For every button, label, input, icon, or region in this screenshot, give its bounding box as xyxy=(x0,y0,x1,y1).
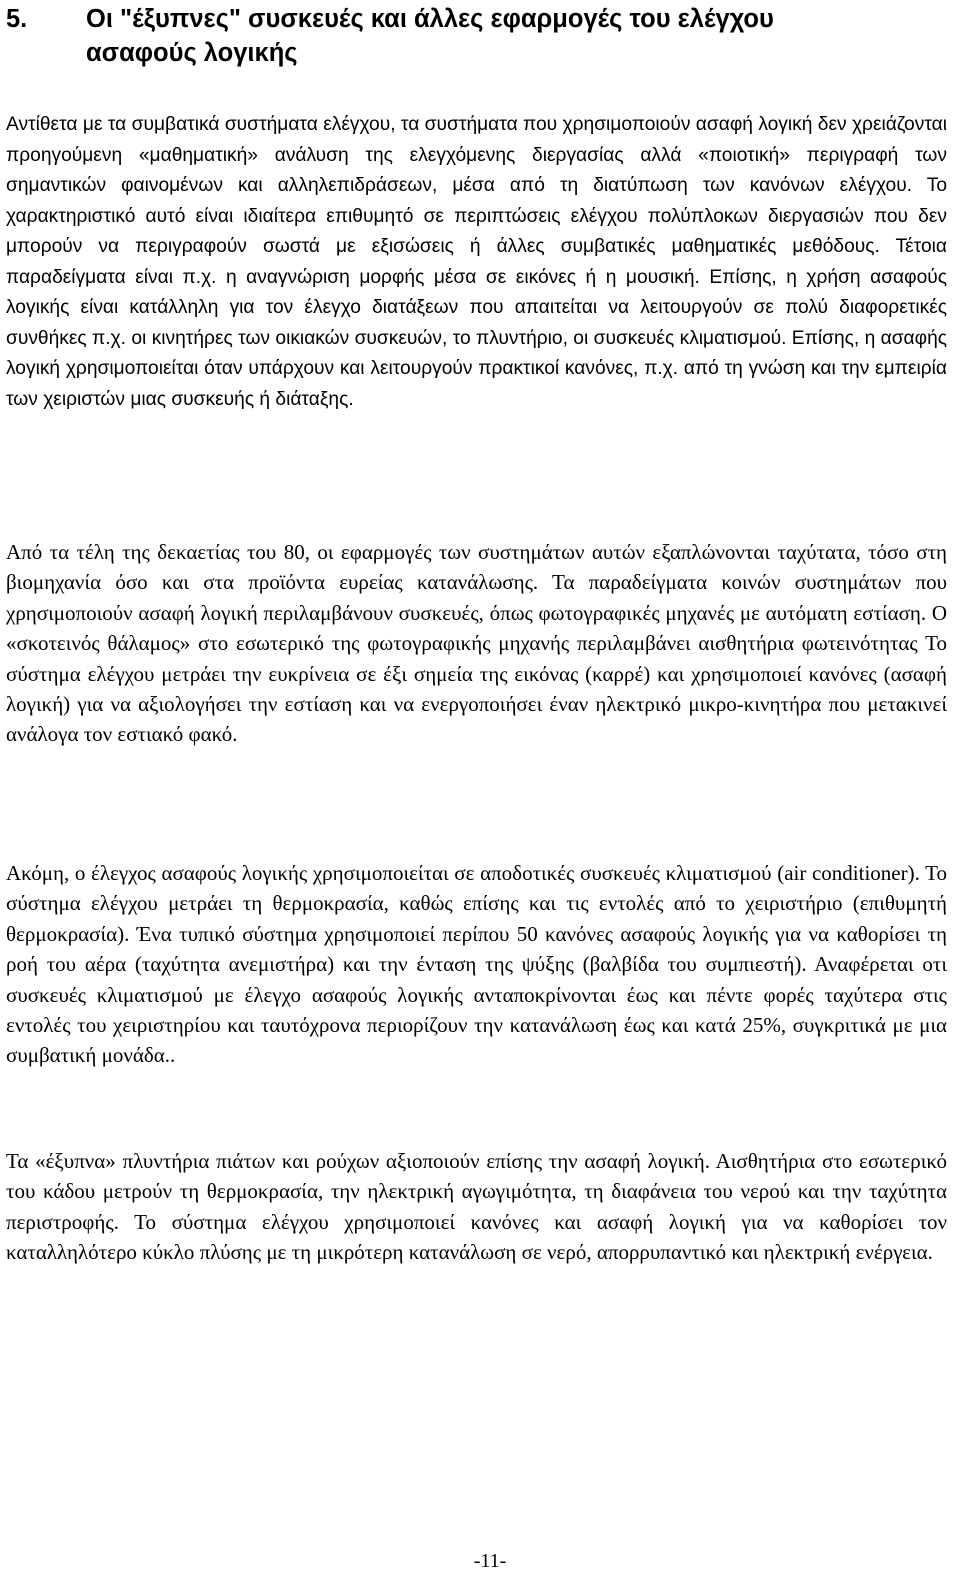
paragraph-fuzzy-vs-conventional: Αντίθετα με τα συμβατικά συστήματα ελέγχου, τα συστήματα που χρησιμοποιούν ασαφή λογική δεν χρειάζονται προηγούμενη «μαθηματική» ανάλυση της ελεγχόμενης διεργασίας αλλά «ποιοτική» περιγραφή των σημαντικών φαινομένων και αλληλεπιδράσεων, μέσα από τη διατύπωση των κανόνων ελέγχου. Το χαρακτηριστικό αυτό είναι ιδιαίτερα επιθυμητό σε περιπτώσεις ελέγχου πολύπλοκων διεργασιών που δεν μπορούν να περιγραφούν σωστά με εξισώσεις ή άλλες συμβατικές μαθηματικές μεθόδους. Τέτοια παραδείγματα είναι π.χ. η αναγνώριση μορφής μέσα σε εικόνες ή η μουσική. Επίσης, η χρήση ασαφούς λογικής είναι κατάλληλη για τον έλεγχο διατάξεων που απαιτείται να λειτουργούν σε πολύ διαφορετικές συνθήκες π.χ. οι κινητήρες των οικιακών συσκευών, το πλυντήριο, οι συσκευές κλιματισμού. Επίσης, η ασαφής λογική χρησιμοποιείται όταν υπάρχουν και λειτουργούν πρακτικοί κανόνες, π.χ. από τη γνώση και την εμπειρία των χειριστών μιας συσκευής ή διάταξης. xyxy=(6,114,947,410)
section-title-line2: ασαφούς λογικής xyxy=(86,39,298,67)
paragraph-camera-autofocus: Από τα τέλη της δεκαετίας του 80, οι εφαρμογές των συστημάτων αυτών εξαπλώνονται ταχύτατα, τόσο στη βιομηχανία όσο και στα προϊόντα ευρείας κατανάλωσης. Τα παραδείγματα κοινών συστημάτων που χρησιμοποιούν ασαφή λογική περιλαμβάνουν συσκευές, όπως φωτογραφικές μηχανές με αυτόματη εστίαση. Ο «σκοτεινός θάλαμος» στο εσωτερικό της φωτογραφικής μηχανής περιλαμβάνει αισθητήρια φωτεινότητας Το σύστημα ελέγχου μετράει την ευκρίνεια σε έξι σημεία της εικόνας (καρρέ) και χρησιμοποιεί κανόνες (ασαφή λογική) για να αξιολογήσει την εστίαση και να ενεργοποιήσει έναν ηλεκτρικό μικρο-κινητήρα που μετακινεί ανάλογα τον εστιακό φακό. xyxy=(6,540,947,747)
section-title-line1: Οι "έξυπνες" συσκευές και άλλες εφαρμογές του ελέγχου xyxy=(86,5,774,33)
paragraph-washing-machines: Τα «έξυπνα» πλυντήρια πιάτων και ρούχων αξιοποιούν επίσης την ασαφή λογική. Αισθητήρια στο εσωτερικό του κάδου μετρούν τη θερμοκρασία, την ηλεκτρική αγωγιμότητα, τη διαφάνεια του νερού και την ταχύτητα περιστροφής. Το σύστημα ελέγχου χρησιμοποιεί κανόνες και ασαφή λογική για να καθορίσει τον καταλληλότερο κύκλο πλύσης με τη μικρότερη κατανάλωση σε νερό, απορρυπαντικό και ηλεκτρική ενέργεια. xyxy=(6,1149,947,1265)
page-number: -11- xyxy=(473,1550,507,1572)
section-number: 5. xyxy=(6,5,28,33)
paragraph-air-conditioner: Ακόμη, ο έλεγχος ασαφούς λογικής χρησιμοποιείται σε αποδοτικές συσκευές κλιματισμού (air conditioner). Το σύστημα ελέγχου μετράει τη θερμοκρασία, καθώς επίσης και τις εντολές από το χειριστήριο (επιθυμητή θερμοκρασία). Ένα τυπικό σύστημα χρησιμοποιεί περίπου 50 κανόνες ασαφούς λογικής για να καθορίσει τη ροή του αέρα (ταχύτητα ανεμιστήρα) και την ένταση της ψύξης (βαλβίδα του συμπιεστή). Αναφέρεται οτι συσκευές κλιματισμού με έλεγχο ασαφούς λογικής ανταποκρίνονται έως και πέντε φορές ταχύτερα στις εντολές του χειριστηρίου και ταυτόχρονα περιορίζουν την κατανάλωση έως και κατά 25%, συγκριτικά με μια συμβατική μονάδα.. xyxy=(6,861,947,1068)
section-heading xyxy=(6,2,906,70)
